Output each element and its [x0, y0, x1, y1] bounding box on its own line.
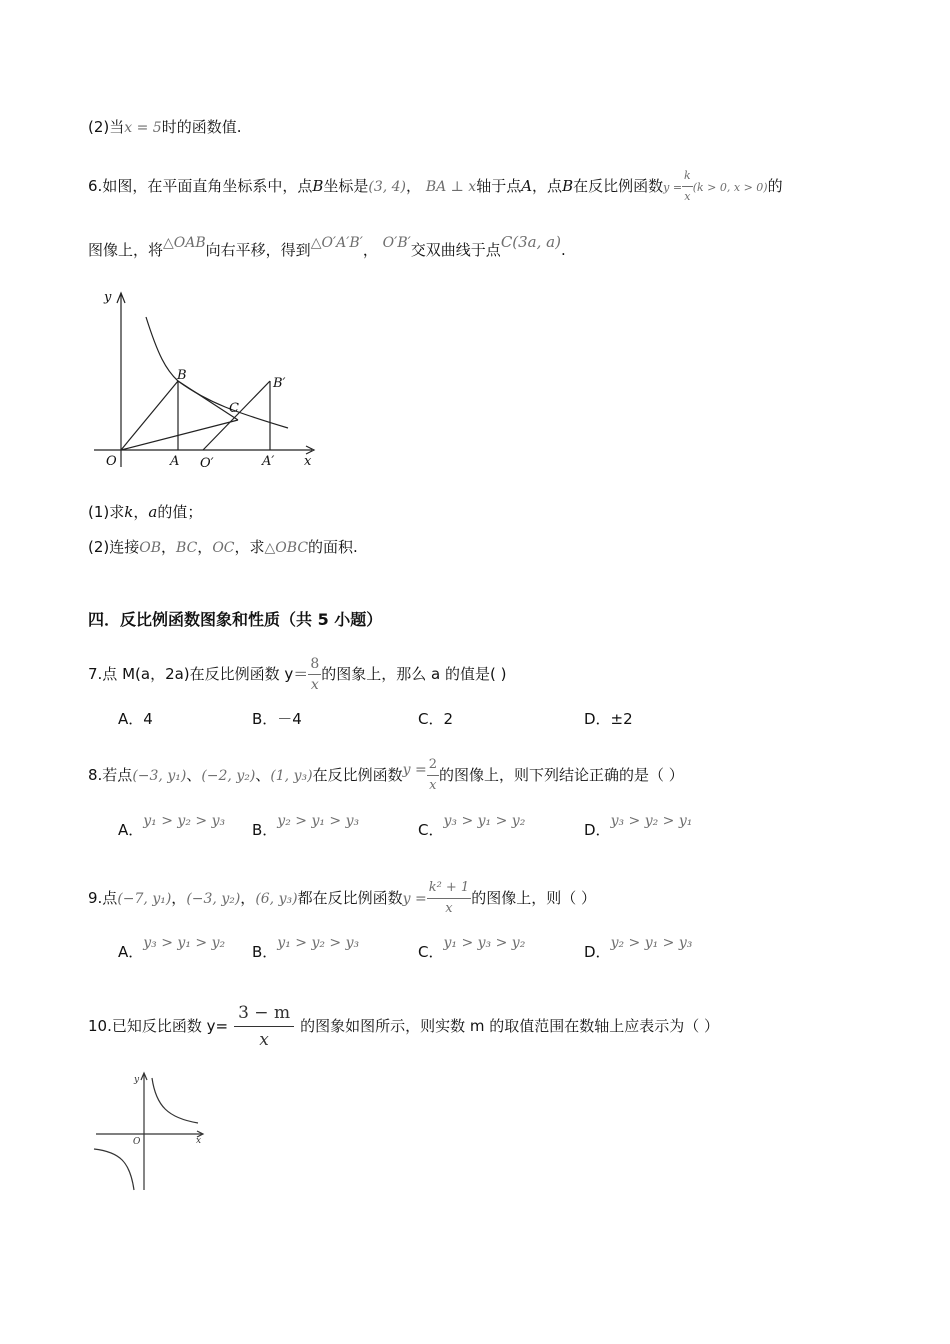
q6-triangle-translated: △O′A′B′	[310, 235, 363, 251]
q7-den: x	[308, 674, 321, 695]
q8-point-3: (1, y₃)	[270, 768, 313, 784]
q8-option-c[interactable]	[418, 810, 526, 839]
q8-option-a[interactable]	[118, 810, 226, 839]
q6-text-2: 坐标是	[323, 177, 369, 195]
q6-l2-text-5: .	[560, 241, 566, 259]
q6-label-c: C	[229, 401, 239, 416]
q9-den: x	[427, 898, 472, 919]
q6-figure	[88, 285, 328, 475]
q6-segment-ob-line	[121, 381, 178, 450]
q9-sep-1: ，	[171, 889, 187, 907]
q6-point-c: C(3a, a)	[500, 233, 561, 251]
q7-option-b[interactable]: B．－4	[252, 710, 302, 728]
q8-sep-1: 、	[186, 766, 202, 784]
q8-option-b-math: y₂ > y₁ > y₃	[277, 813, 360, 829]
q9-sep-2: ，	[240, 889, 256, 907]
q8-option-d-math: y₃ > y₂ > y₁	[610, 813, 693, 829]
q8-point-2: (−2, y₂)	[201, 768, 256, 784]
q8-text-1: 8.若点	[88, 766, 133, 784]
q9-option-b[interactable]	[252, 932, 360, 961]
q9-func-lhs: y =	[402, 891, 427, 907]
q6-perpendicular: BA ⊥ x	[425, 179, 477, 195]
q6-text-3: ，	[406, 177, 422, 195]
q5-part2-math: x = 5	[124, 120, 162, 136]
q9-text-2: 都在反比例函数	[297, 889, 403, 907]
q8-option-a-letter: A．	[118, 821, 144, 839]
q9-point-3: (6, y₃)	[255, 891, 298, 907]
q9-text-3: 的图像上，则（ ）	[471, 889, 596, 907]
q6-label-x: x	[304, 454, 312, 469]
q8-option-d[interactable]	[584, 810, 693, 839]
q10-label-x: x	[196, 1136, 202, 1146]
q8-option-c-math: y₃ > y₁ > y₂	[443, 813, 526, 829]
q6-part2-bc: BC	[176, 540, 198, 556]
q10-hyperbola-branch-1	[152, 1078, 198, 1123]
q6-part2-ob: OB	[139, 540, 162, 556]
section-4-heading: 四．反比例函数图象和性质（共 5 小题）	[88, 610, 383, 629]
q6-part2	[88, 537, 358, 558]
q10-den: x	[234, 1026, 294, 1053]
q9-option-c-letter: C．	[418, 943, 444, 961]
q7-num: 8	[310, 656, 320, 672]
q10-text-1: 10.已知反比函数 y=	[88, 1017, 229, 1035]
q6-text-5: ，点	[532, 177, 563, 195]
q9-option-a-letter: A．	[118, 943, 144, 961]
q6-l2-text-3: ，	[362, 241, 378, 259]
q6-func-condition: (k > 0, x > 0)	[692, 181, 768, 194]
q6-part2-oc: OC	[212, 540, 235, 556]
q10-text-2: 的图象如图所示，则实数 m 的取值范围在数轴上应表示为（ ）	[300, 1017, 719, 1035]
q8-option-d-letter: D．	[584, 821, 611, 839]
q6-part2-c2: ，	[197, 538, 213, 556]
q9-option-b-letter: B．	[252, 943, 278, 961]
q7-text-1: 7.点 M(a，2a)在反比例函数 y＝	[88, 665, 309, 683]
q7-text-2: 的图象上，那么 a 的值是( )	[321, 665, 507, 683]
q8-text-3: 的图像上，则下列结论正确的是（ ）	[438, 766, 684, 784]
q8-func-lhs: y =	[402, 762, 427, 778]
q6-part1-prefix: (1)求	[88, 503, 125, 521]
q6-hyperbola	[146, 317, 288, 428]
q6-part1-sep: ，	[133, 503, 149, 521]
q8-sep-2: 、	[255, 766, 271, 784]
q7-option-a[interactable]: A．4	[118, 710, 153, 728]
q6-point-a: A	[521, 177, 533, 195]
q6-l2-text-4: 交双曲线于点	[410, 241, 501, 259]
q6-part2-c3: ，求	[234, 538, 265, 556]
q6-part1	[88, 502, 202, 522]
q6-label-b-prime: B′	[273, 376, 286, 391]
q6-number: 6.	[88, 177, 103, 195]
q6-point-b-2: B	[562, 177, 574, 195]
q6-part2-end: 的面积.	[308, 538, 358, 556]
q5-part2-suffix: 时的函数值.	[161, 118, 242, 136]
q9-num: k² + 1	[428, 880, 470, 895]
q7-option-d[interactable]: D．±2	[584, 710, 633, 728]
q8-stem	[88, 755, 684, 796]
q6-label-a: A	[170, 454, 180, 469]
q8-option-a-math: y₁ > y₂ > y₃	[143, 813, 226, 829]
q6-text-1: 如图，在平面直角坐标系中，点	[102, 177, 313, 195]
q7-option-c[interactable]: C．2	[418, 710, 454, 728]
q9-option-d-letter: D．	[584, 943, 611, 961]
q8-point-1: (−3, y₁)	[132, 768, 187, 784]
q6-triangle-oab: △OAB	[163, 235, 206, 251]
q9-option-a-math: y₃ > y₁ > y₂	[143, 935, 226, 951]
q9-option-a[interactable]	[118, 932, 226, 961]
q6-l2-text-1: 图像上，将	[88, 241, 164, 259]
q10-num: 3 − m	[238, 1003, 291, 1023]
q6-func-num: k	[684, 169, 691, 182]
q6-part2-triangle: △OBC	[264, 540, 309, 556]
q6-part2-prefix: (2)连接	[88, 538, 140, 556]
q6-label-o: O	[106, 454, 117, 469]
q10-label-y: y	[134, 1075, 140, 1085]
q8-option-b-letter: B．	[252, 821, 278, 839]
q6-part1-a: a	[148, 503, 158, 521]
q10-stem	[88, 1000, 719, 1053]
q6-label-y: y	[104, 290, 112, 305]
q6-stem-line1	[88, 166, 783, 207]
q10-hyperbola-branch-2	[94, 1149, 134, 1190]
q6-func-lhs: y =	[663, 181, 683, 194]
q5-part2	[88, 117, 241, 138]
q9-option-c[interactable]	[418, 932, 526, 961]
q8-den: x	[427, 775, 439, 796]
q10-figure	[92, 1070, 212, 1195]
q6-text-4: 轴于点	[476, 177, 522, 195]
q6-label-a-prime: A′	[262, 454, 275, 469]
q8-option-c-letter: C．	[418, 821, 444, 839]
q6-part2-c1: ，	[161, 538, 177, 556]
q6-text-6: 在反比例函数	[573, 177, 664, 195]
q6-l2-text-2: 向右平移，得到	[205, 241, 311, 259]
q8-text-2: 在反比例函数	[312, 766, 403, 784]
q6-label-b: B	[177, 368, 187, 383]
q9-text-1: 9.点	[88, 889, 118, 907]
q6-part1-k: k	[124, 503, 134, 521]
q9-point-1: (−7, y₁)	[117, 891, 172, 907]
q8-option-b[interactable]	[252, 810, 360, 839]
q9-option-b-math: y₁ > y₂ > y₃	[277, 935, 360, 951]
q6-func-fraction	[682, 166, 693, 207]
q9-stem	[88, 878, 596, 919]
q6-text-7: 的	[767, 177, 783, 195]
q9-fraction	[427, 878, 472, 919]
q9-point-2: (−3, y₂)	[186, 891, 241, 907]
q7-stem	[88, 654, 506, 695]
q9-option-d[interactable]	[584, 932, 693, 961]
q8-fraction	[427, 755, 439, 796]
q6-part1-end: 的值；	[157, 503, 203, 521]
q10-fraction	[234, 1000, 294, 1053]
q6-segment-oc-line	[121, 420, 238, 450]
q6-stem-line2	[88, 233, 566, 261]
q9-option-d-math: y₂ > y₁ > y₃	[610, 935, 693, 951]
q5-part2-prefix: (2)当	[88, 118, 125, 136]
q6-coord-b: (3, 4)	[368, 179, 407, 195]
q6-point-b: B	[312, 177, 324, 195]
q6-label-o-prime: O′	[200, 456, 214, 471]
q7-fraction	[308, 654, 321, 695]
q6-func-den: x	[682, 186, 693, 207]
q9-option-c-math: y₁ > y₃ > y₂	[443, 935, 526, 951]
q8-num: 2	[428, 757, 437, 772]
q10-label-o: O	[133, 1137, 141, 1147]
q6-segment-ob: O′B′	[382, 235, 411, 251]
